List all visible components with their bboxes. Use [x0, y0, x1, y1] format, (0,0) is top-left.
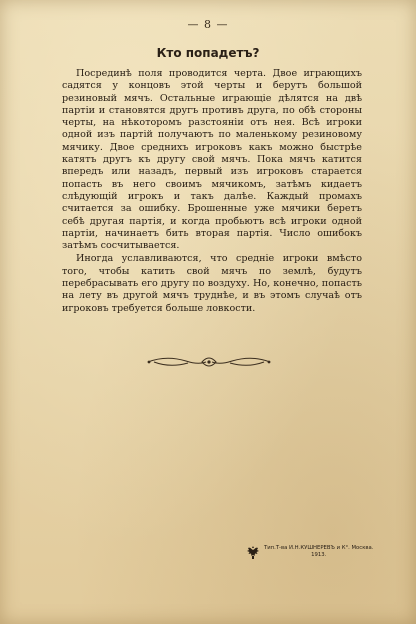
divider-ornament-icon: [146, 352, 272, 372]
page-number: — 8 —: [187, 18, 229, 31]
paragraph: Посрединѣ поля проводится черта. Двое играющихъ садятся у концовъ этой черты и берутъ большой резиновый мячъ. Остальные играющіе дѣлятся на двѣ партіи и становятся другъ противъ друга, по обѣ стороны черты, на нѣкоторомъ разстояніи отъ нея. Всѣ игроки одной изъ партій получаютъ по маленькому резиновому мячику. Двое среднихъ игроковъ какъ можно быстрѣе катятъ другъ къ другу свой мячъ. Пока мячъ катится впередъ или назадъ, первый изъ игроковъ старается попасть въ него своимъ мячикомъ, затѣмъ кидаетъ слѣдующій игрокъ и такъ далѣе. Каждый промахъ считается за ошибку. Брошенные уже мячики беретъ себѣ другая партія, и когда пробьютъ всѣ игроки одной партіи, начинаетъ бить вторая партія. Число ошибокъ затѣмъ сосчитывается.: [62, 68, 362, 252]
imprint-year: 1913.: [311, 552, 327, 558]
double-eagle-emblem-icon: [246, 544, 260, 560]
section-heading: Кто попадетъ?: [156, 46, 260, 60]
printer-imprint: [246, 540, 374, 564]
imprint-printer: Тип.Т-ва И.Н.КУШНЕРЕВЪ и К°. Москва.: [264, 545, 374, 551]
paragraph: Иногда уславливаются, что средніе игроки вмѣсто того, чтобы катить свой мячъ по землѣ, будутъ перебрасывать его другу по воздуху. Но, конечно, попасть на лету въ другой мячъ труднѣе, и въ этомъ случаѣ отъ игроковъ требуется больше ловкости.: [62, 253, 362, 314]
body-text: [62, 68, 362, 315]
